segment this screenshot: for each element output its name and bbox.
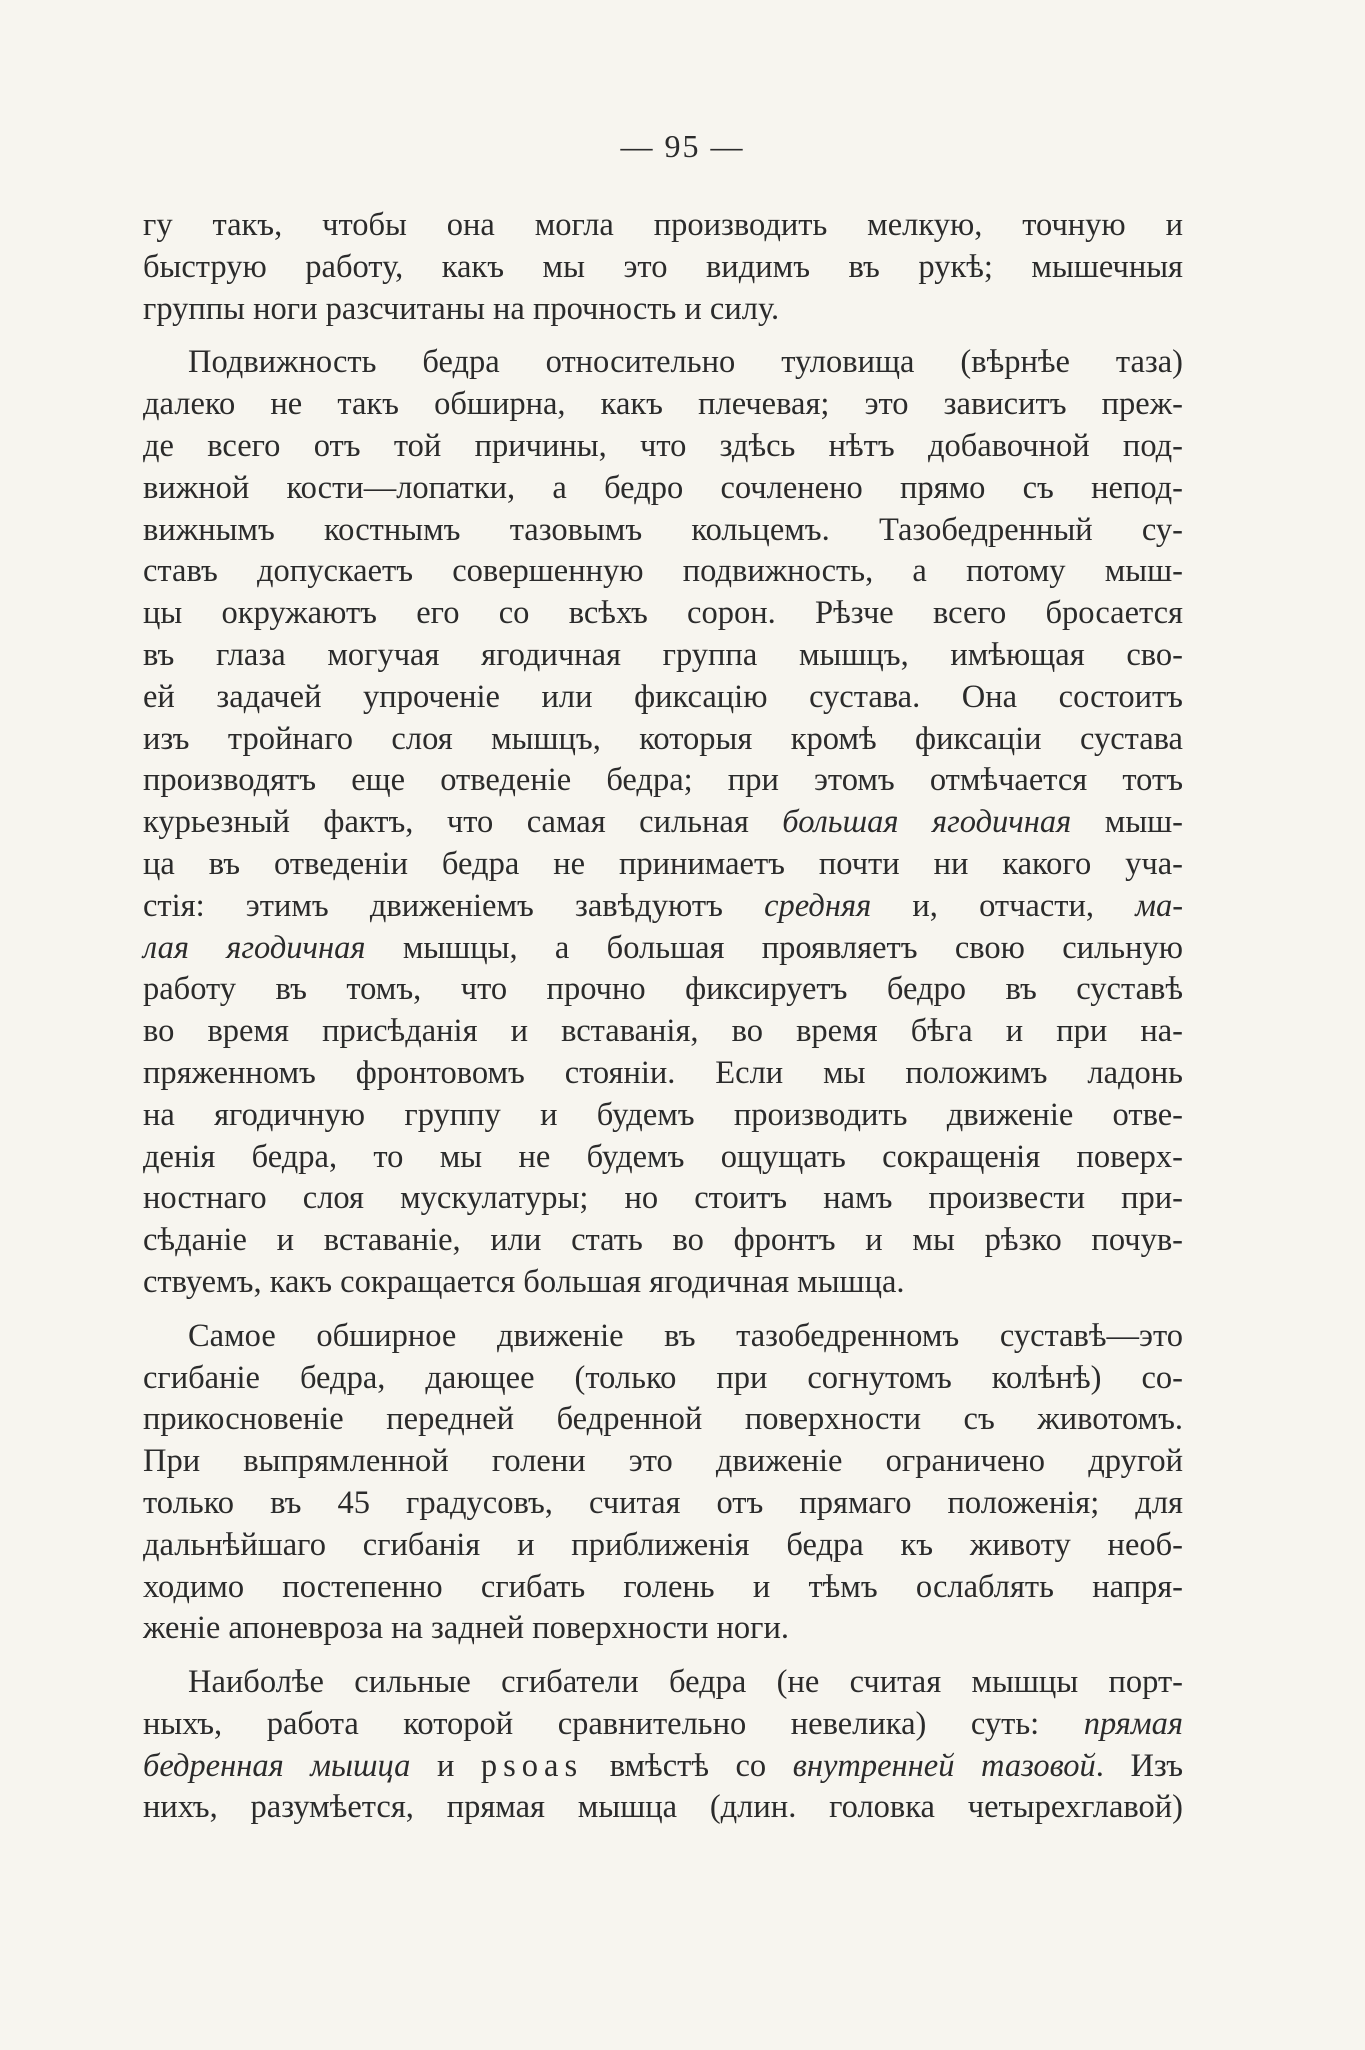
text-line: денія бедра, то мы не будемъ ощущать сокращенія поверх- xyxy=(143,1138,1183,1175)
spaced-term: psoas xyxy=(480,1747,584,1784)
paragraph-3 xyxy=(143,1316,1183,1650)
text-line: сгибаніе бедра, дающее (только при согнутомъ колѣнѣ) со- xyxy=(143,1359,1183,1396)
text-segment: стія: этимъ движеніемъ завѣдуютъ xyxy=(143,887,723,924)
text-line xyxy=(143,1746,1183,1788)
text-line: ей задачей упроченіе или фиксацію сустава. Она состоитъ xyxy=(143,678,1183,715)
text-line xyxy=(143,928,1183,970)
text-line: вижнымъ костнымъ тазовымъ кольцемъ. Тазобедренный су- xyxy=(143,511,1183,548)
paragraph-1 xyxy=(143,205,1183,330)
text-line: только въ 45 градусовъ, считая отъ прямаго положенія; для xyxy=(143,1484,1183,1521)
text-line: женіе апоневроза на задней поверхности ноги. xyxy=(143,1610,790,1647)
text-line: цы окружаютъ его со всѣхъ сорон. Рѣзче всего бросается xyxy=(143,595,1183,632)
italic-term: ма- xyxy=(1135,887,1184,924)
text-line: ставъ допускаетъ совершенную подвижность, а потому мыш- xyxy=(143,553,1183,590)
text-line: ностнаго слоя мускулатуры; но стоитъ намъ произвести при- xyxy=(143,1180,1183,1217)
paragraph-2 xyxy=(143,342,1183,1303)
italic-term: бедренная мышца xyxy=(143,1747,411,1784)
text-line: При выпрямленной голени это движеніе ограничено другой xyxy=(143,1443,1183,1480)
text-line: нихъ, разумѣется, прямая мышца (длин. головка четырехглавой) xyxy=(143,1789,1183,1826)
text-segment: вмѣстѣ со xyxy=(609,1747,767,1784)
text-line: далеко не такъ обширна, какъ плечевая; это зависитъ преж- xyxy=(143,386,1183,423)
text-segment: мыш- xyxy=(1104,804,1184,841)
text-line: быструю работу, какъ мы это видимъ въ рукѣ; мышечныя xyxy=(143,248,1183,285)
text-line: въ глаза могучая ягодичная группа мышцъ, имѣющая сво- xyxy=(143,636,1183,673)
text-line: сѣданіе и вставаніе, или стать во фронтъ и мы рѣзко почув- xyxy=(143,1222,1183,1259)
text-line: производятъ еще отведеніе бедра; при этомъ отмѣчается тотъ xyxy=(143,762,1183,799)
text-line xyxy=(143,1704,1183,1746)
italic-term: прямая xyxy=(1083,1705,1183,1742)
text-line: вижной кости—лопатки, а бедро сочленено прямо съ непод- xyxy=(143,469,1183,506)
text-line: пряженномъ фронтовомъ стояніи. Если мы положимъ ладонь xyxy=(143,1054,1183,1091)
italic-term: внутренней тазовой xyxy=(792,1747,1096,1784)
text-line: работу въ томъ, что прочно фиксируетъ бедро въ суставѣ xyxy=(143,971,1183,1008)
text-line: Наиболѣе сильные сгибатели бедра (не считая мышцы порт- xyxy=(188,1664,1183,1701)
text-line: прикосновеніе передней бедренной поверхности съ животомъ. xyxy=(143,1401,1183,1438)
text-line: де всего отъ той причины, что здѣсь нѣтъ добавочной под- xyxy=(143,427,1183,464)
body-text xyxy=(143,205,1183,1829)
paragraph-4 xyxy=(143,1662,1183,1829)
text-segment: мышцы, а большая проявляетъ свою сильную xyxy=(402,929,1183,966)
text-segment: курьезный фактъ, что самая сильная xyxy=(143,804,749,841)
italic-term: большая ягодичная xyxy=(782,804,1072,841)
text-line: ходимо постепенно сгибать голень и тѣмъ ослаблять напря- xyxy=(143,1568,1183,1605)
text-line: дальнѣйшаго сгибанія и приближенія бедра къ животу необ- xyxy=(143,1526,1183,1563)
text-line xyxy=(143,886,1183,928)
text-line: ствуемъ, какъ сокращается большая ягодичная мышца. xyxy=(143,1263,905,1300)
text-line: на ягодичную группу и будемъ производить движеніе отве- xyxy=(143,1096,1183,1133)
italic-term: лая ягодичная xyxy=(143,929,366,966)
text-segment: ныхъ, работа которой сравнительно невелика) суть: xyxy=(143,1705,1040,1742)
page-number: — 95 — xyxy=(620,128,745,164)
text-line: изъ тройнаго слоя мышцъ, которыя кромѣ фиксаціи сустава xyxy=(143,720,1183,757)
text-segment: и, отчасти, xyxy=(912,887,1095,924)
text-line: Подвижность бедра относительно туловища (вѣрнѣе таза) xyxy=(188,344,1183,381)
text-line: Самое обширное движеніе въ тазобедренномъ суставѣ—это xyxy=(188,1317,1183,1354)
text-line: во время присѣданія и вставанія, во время бѣга и при на- xyxy=(143,1013,1183,1050)
italic-term: средняя xyxy=(764,887,872,924)
text-line: гу такъ, чтобы она могла производить мелкую, точную и xyxy=(143,207,1183,243)
text-segment: . Изъ xyxy=(1095,1747,1184,1784)
text-segment: и xyxy=(436,1747,455,1784)
text-line xyxy=(143,802,1183,844)
text-line: группы ноги разсчитаны на прочность и силу. xyxy=(143,290,780,327)
text-line: ца въ отведеніи бедра не принимаетъ почти ни какого уча- xyxy=(143,845,1183,882)
